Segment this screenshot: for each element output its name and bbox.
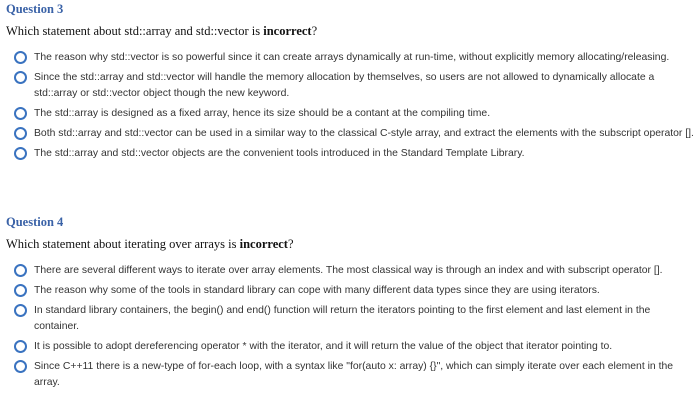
option-label: Since the std::array and std::vector will handle the memory allocation by themselves, so users are not allowed to dynamically allocate a std::array or std::vector object though the new keyword. (34, 72, 655, 99)
radio-button[interactable] (14, 127, 27, 140)
radio-button[interactable] (14, 71, 27, 84)
answer-option[interactable] (6, 283, 694, 299)
prompt-end: ? (311, 24, 318, 38)
answer-option[interactable] (6, 146, 694, 162)
option-label: The std::array and std::vector objects are the convenient tools introduced in the Standard Template Library. (34, 148, 525, 159)
answer-option[interactable] (6, 303, 694, 335)
answer-option[interactable] (6, 263, 694, 279)
answer-option[interactable] (6, 50, 694, 66)
question-4-block (6, 213, 694, 395)
option-label: It is possible to adopt dereferencing operator * with the iterator, and it will return the value of the object that iterator pointing to. (34, 341, 613, 352)
option-label: Since C++11 there is a new-type of for-each loop, with a syntax like "for(auto x: array) {}", which can simply iterate over each element in the array. (34, 361, 674, 388)
radio-button[interactable] (14, 304, 27, 317)
option-label: The std::array is designed as a fixed array, hence its size should be a contant at the compiling time. (34, 108, 491, 119)
prompt-end: ? (287, 237, 294, 251)
option-label: The reason why std::vector is so powerful since it can create arrays dynamically at run-time, without explicitly memory allocating/releasing. (34, 52, 670, 63)
radio-button[interactable] (14, 360, 27, 373)
answer-option[interactable] (6, 339, 694, 355)
radio-button[interactable] (14, 51, 27, 64)
radio-button[interactable] (14, 147, 27, 160)
prompt-emphasis: incorrect (263, 24, 312, 38)
question-title: Question 3 (6, 2, 64, 16)
radio-button[interactable] (14, 107, 27, 120)
answer-options (6, 263, 694, 391)
answer-option[interactable] (6, 106, 694, 122)
question-3-block (6, 0, 694, 166)
answer-option[interactable] (6, 359, 694, 391)
prompt-text: Which statement about iterating over arrays is (6, 237, 240, 251)
radio-button[interactable] (14, 264, 27, 277)
prompt-text: Which statement about std::array and std::vector is (6, 24, 264, 38)
option-label: There are several different ways to iterate over array elements. The most classical way is through an index and with subscript operator []. (34, 265, 663, 276)
answer-option[interactable] (6, 126, 694, 142)
answer-options (6, 50, 694, 162)
radio-button[interactable] (14, 284, 27, 297)
question-prompt (6, 22, 694, 44)
option-label: The reason why some of the tools in standard library can cope with many different data types since they are using iterators. (34, 285, 600, 296)
option-label: Both std::array and std::vector can be used in a similar way to the classical C-style array, and extract the elements with the subscript operator []. (34, 128, 694, 139)
radio-button[interactable] (14, 340, 27, 353)
question-title: Question 4 (6, 215, 64, 229)
question-prompt (6, 235, 694, 257)
prompt-emphasis: incorrect (239, 237, 288, 251)
option-label: In standard library containers, the begin() and end() function will return the iterators pointing to the first element and last element in the container. (34, 305, 651, 332)
answer-option[interactable] (6, 70, 694, 102)
